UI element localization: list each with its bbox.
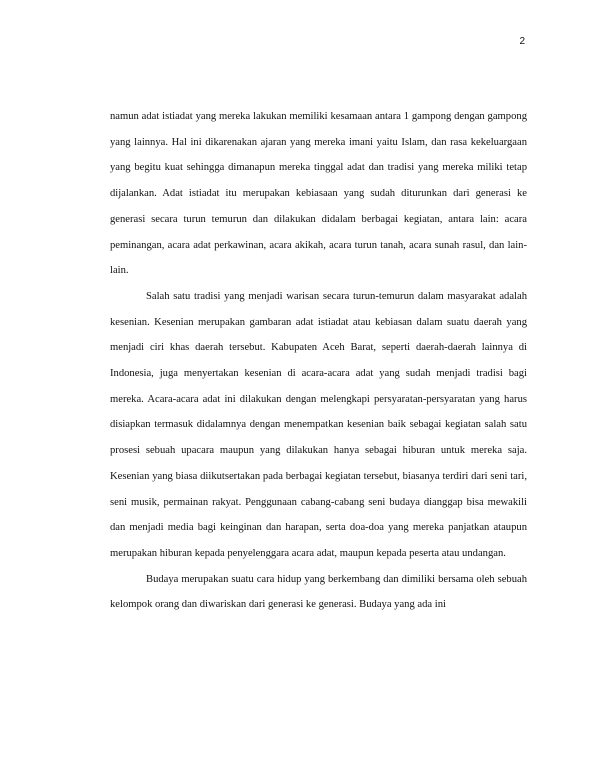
paragraph-kesenian: Salah satu tradisi yang menjadi warisan secara turun-temurun dalam masyarakat adalah kesenian. Kesenian merupakan gambaran adat istiadat atau kebiasan dalam suatu daerah yang menjadi ciri khas daerah tersebut. Kabupaten Aceh Barat, seperti daerah-daerah lainnya di Indonesia, juga menyertakan kesenian di acara-acara adat yang sudah menjadi tradisi bagi mereka. Acara-acara adat ini dilakukan dengan melengkapi persyaratan-persyaratan yang harus disiapkan termasuk didalamnya dengan menempatkan kesenian baik sebagai kegiatan salah satu prosesi sebuah upacara maupun yang dilakukan hanya sebagai hiburan untuk mereka saja. Kesenian yang biasa diikutsertakan pada berbagai kegiatan tersebut, biasanya terdiri dari seni tari, seni musik, permainan rakyat. Penggunaan cabang-cabang seni budaya dianggap bisa mewakili dan menjadi media bagi keinginan dan harapan, serta doa-doa yang mereka panjatkan ataupun merupakan hiburan kepada penyelenggara acara adat, maupun kepada peserta atau undangan. [110,290,527,559]
body-text [110,104,527,618]
paragraph-budaya: Budaya merupakan suatu cara hidup yang berkembang dan dimiliki bersama oleh sebuah kelompok orang dan diwariskan dari generasi ke generasi. Budaya yang ada ini [110,573,527,611]
page-number: 2 [519,36,525,47]
paragraph-continuation: namun adat istiadat yang mereka lakukan memiliki kesamaan antara 1 gampong dengan gampong yang lainnya. Hal ini dikarenakan ajaran yang mereka imani yaitu Islam, dan rasa kekeluargaan yang begitu kuat sehingga dimanapun mereka tinggal adat dan tradisi yang mereka miliki tetap dijalankan. Adat istiadat itu merupakan kebiasaan yang sudah diturunkan dari generasi ke generasi secara turun temurun dan dilakukan didalam berbagai kegiatan, antara lain: acara peminangan, acara adat perkawinan, acara akikah, acara turun tanah, acara sunah rasul, dan lain-lain. [110,111,527,277]
